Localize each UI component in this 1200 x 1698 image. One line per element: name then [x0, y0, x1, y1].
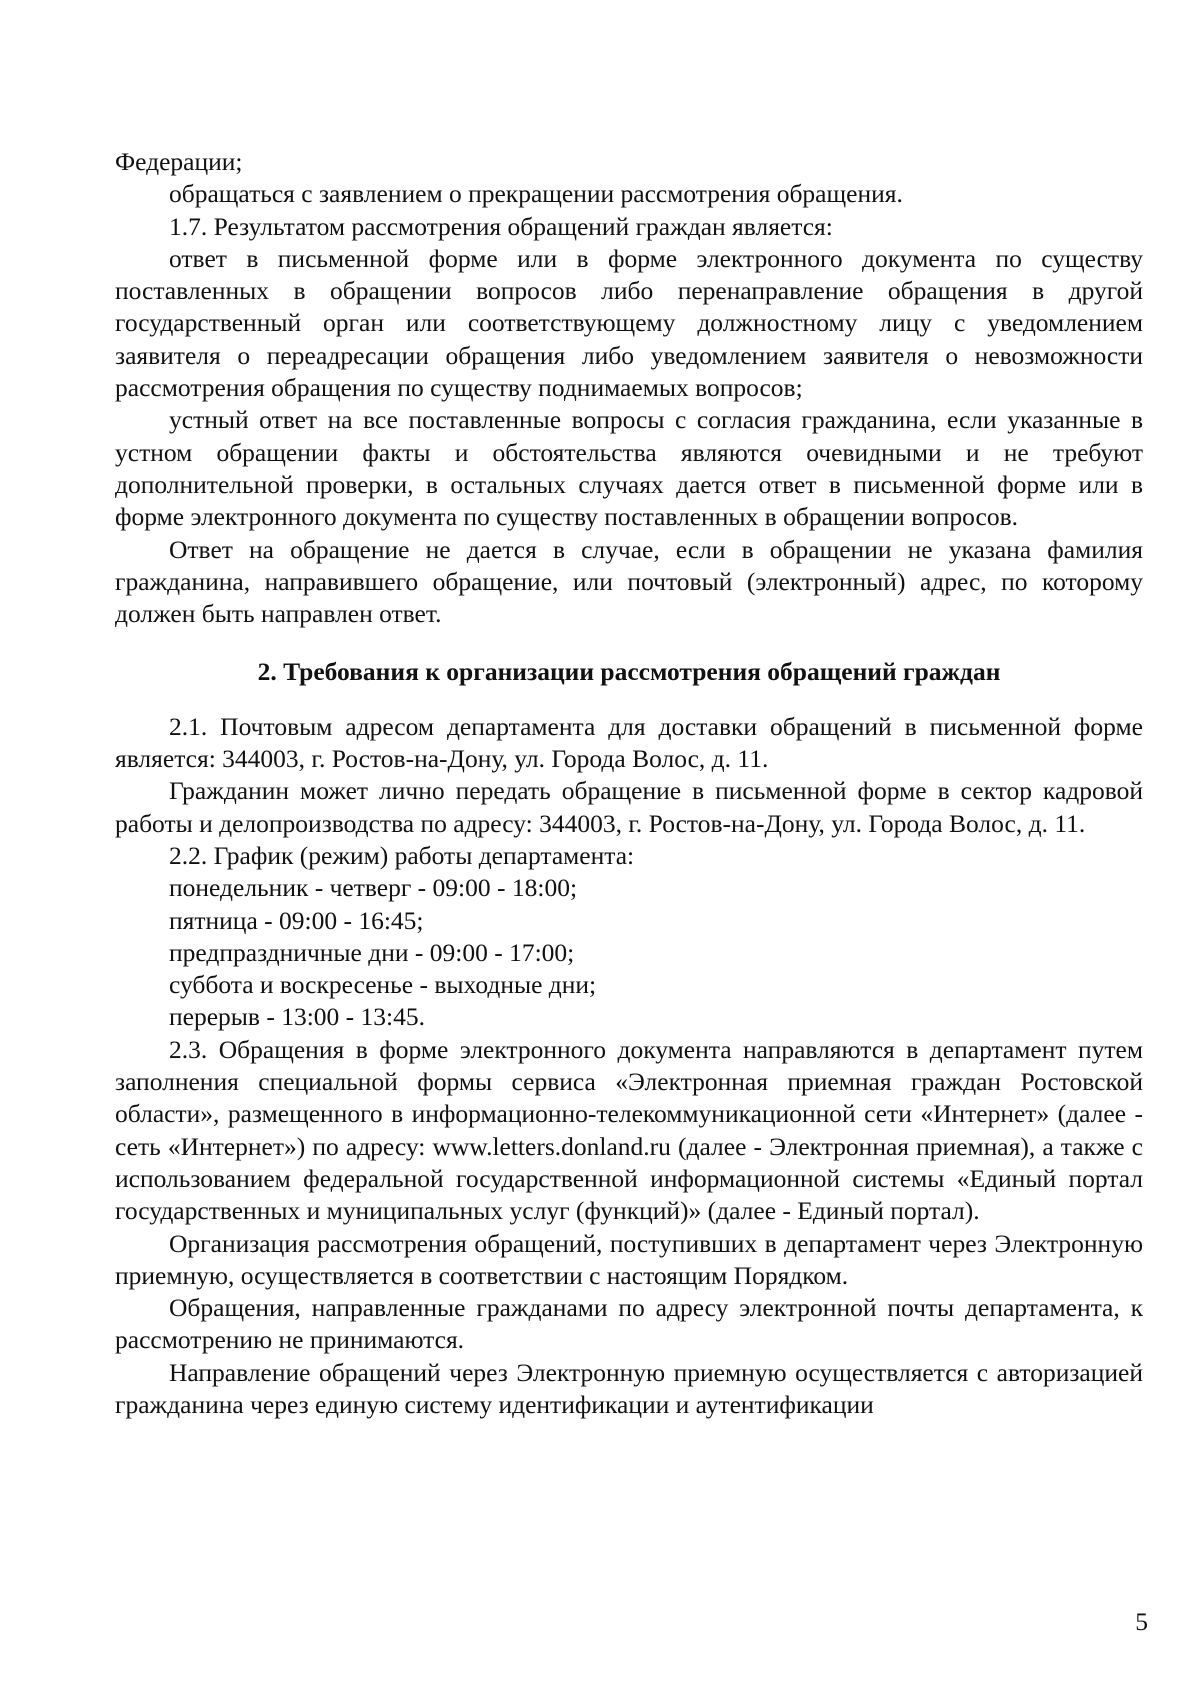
paragraph-federation: Федерации; — [115, 147, 243, 176]
page-number: 5 — [1135, 1607, 1148, 1636]
paragraph-email-not-accepted: Обращения, направленные гражданами по адресу электронной почты департамента, к рассмотрению не принимаются. — [115, 1293, 1143, 1355]
section-heading: 2. Требования к организации рассмотрения обращений граждан — [257, 657, 1001, 687]
document-body — [115, 146, 1143, 1421]
paragraph-personal-delivery: Гражданин может лично передать обращение в письменной форме в сектор кадровой работы и делопроизводства по адресу: 344003, г. Ростов-на-Дону, ул. Города Волос, д. 11. — [115, 776, 1143, 838]
schedule-mon-thu: понедельник - четверг - 09:00 - 18:00; — [169, 873, 578, 903]
paragraph-no-answer: Ответ на обращение не дается в случае, если в обращении не указана фамилия гражданина, направившего обращение, или почтовый (электронный) адрес, по которому должен быть направлен ответ. — [115, 534, 1143, 629]
schedule-friday: пятница - 09:00 - 16:45; — [169, 905, 424, 935]
paragraph-processing-order: Организация рассмотрения обращений, поступивших в департамент через Электронную приемную, осуществляется в соответствии с настоящим Порядком. — [115, 1228, 1143, 1290]
paragraph-2-1: 2.1. Почтовым адресом департамента для доставки обращений в письменной форме является: 344003, г. Ростов-на-Дону, ул. Города Волос, д. 11. — [115, 711, 1143, 774]
paragraph-written-answer: ответ в письменной форме или в форме электронного документа по существу поставленных в обращении вопросов либо перенаправление обращения в другой государственный орган или соответствующему должностному лицу с уведомлением заявителя о переадресации обращения либо уведомлением заявителя о невозможности рассмотрения обращения по существу поднимаемых вопросов; — [115, 243, 1143, 403]
paragraph-1-7: 1.7. Результатом рассмотрения обращений граждан является: — [169, 211, 833, 241]
schedule-pre-holiday: предпраздничные дни - 09:00 - 17:00; — [169, 937, 575, 967]
paragraph-oral-answer: устный ответ на все поставленные вопросы с согласия гражданина, если указанные в устном обращении факты и обстоятельства являются очевидными и не требуют дополнительной проверки, в остальных случаях дается ответ в письменной форме или в форме электронного документа по существу поставленных в обращении вопросов. — [115, 405, 1143, 532]
paragraph-2-3: 2.3. Обращения в форме электронного документа направляются в департамент путем заполнения специальной формы сервиса «Электронная приемная граждан Ростовской области», размещенного в информационно-телекоммуникационной сети «Интернет» (далее - сеть «Интернет») по адресу: www.letters.donland.ru (далее - Электронная приемная), а также с использованием федеральной государственной информационной системы «Единый портал государственных и муниципальных услуг (функций)» (далее - Единый портал). — [115, 1034, 1143, 1226]
paragraph-2-2: 2.2. График (режим) работы департамента: — [169, 840, 635, 870]
paragraph-authorization: Направление обращений через Электронную приемную осуществляется с авторизацией гражданина через единую систему идентификации и аутентификации — [115, 1357, 1143, 1419]
schedule-break: перерыв - 13:00 - 13:45. — [169, 1002, 425, 1032]
schedule-weekend: суббота и воскресенье - выходные дни; — [169, 970, 597, 1000]
paragraph-withdraw-request: обращаться с заявлением о прекращении рассмотрения обращения. — [169, 179, 903, 209]
